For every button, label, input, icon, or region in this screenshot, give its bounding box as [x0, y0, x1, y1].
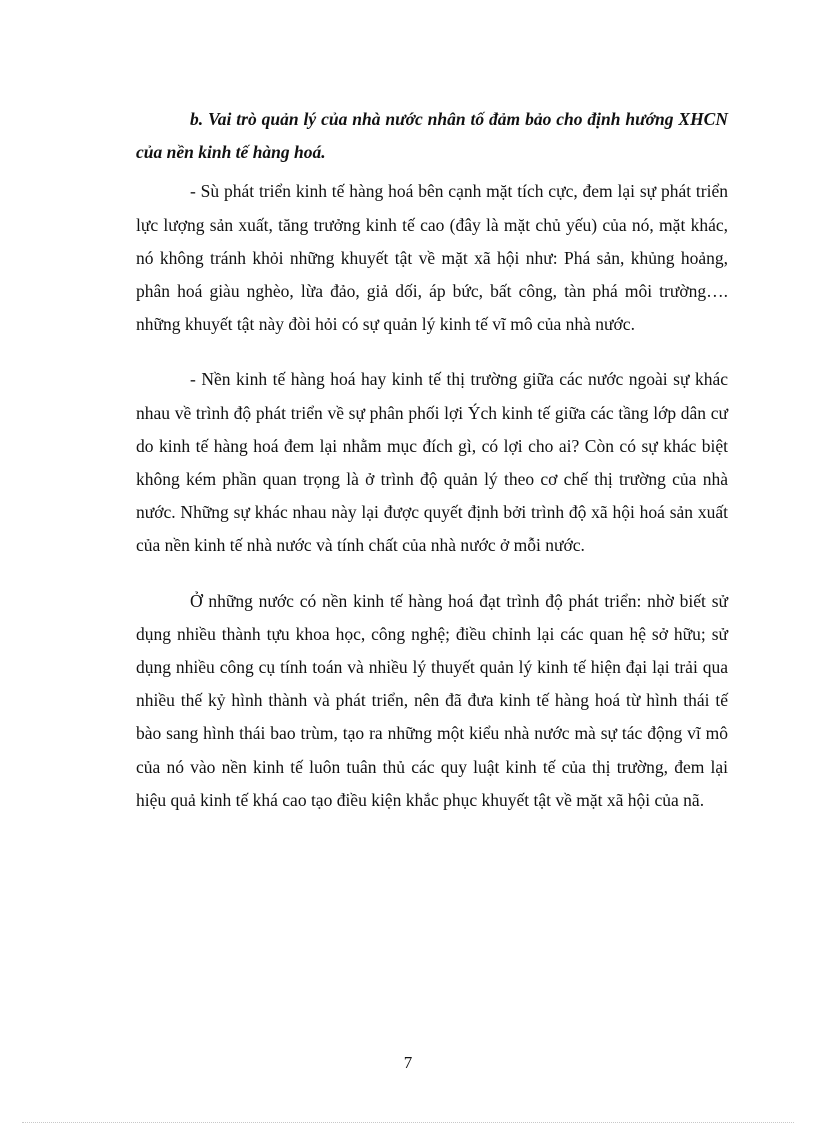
paragraph-3: Ở những nước có nền kinh tế hàng hoá đạt trình độ phát triển: nhờ biết sử dụng nhiều thành tựu khoa học, công nghệ; điều chỉnh lại các quan hệ sở hữu; sử dụng nhiều công cụ tính toán và nhiều lý thuyết quản lý kinh tế hiện đại lại trải qua nhiều thế kỷ hình thành và phát triển, nên đã đưa kinh tế hàng hoá từ hình thái tế bào sang hình thái bao trùm, tạo ra những một kiểu nhà nước mà sự tác động vĩ mô của nó vào nền kinh tế luôn tuân thủ các quy luật kinh tế của thị trường, đem lại hiệu quả kinh tế khá cao tạo điều kiện khắc phục khuyết tật về mặt xã hội của nã.	[136, 590, 728, 810]
paragraph-2: - Nền kinh tế hàng hoá hay kinh tế thị trường giữa các nước ngoài sự khác nhau về trình độ phát triển về sự phân phối lợi Ých kinh tế giữa các tầng lớp dân cư do kinh tế hàng hoá đem lại nhằm mục đích gì, có lợi cho ai? Còn có sự khác biệt không kém phần quan trọng là ở trình độ quản lý theo cơ chế thị trường của nhà nước. Những sự khác nhau này lại được quyết định bởi trình độ xã hội hoá sản xuất của nền kinh tế nhà nước và tính chất của nhà nước ở mỗi nước.	[136, 369, 728, 556]
document-body	[136, 103, 728, 839]
page-number: 7	[403, 1053, 413, 1072]
paragraph-1: - Sù phát triển kinh tế hàng hoá bên cạnh mặt tích cực, đem lại sự phát triển lực lượng sản xuất, tăng trưởng kinh tế cao (đây là mặt chủ yếu) của nó, mặt khác, nó không tránh khỏi những khuyết tật về mặt xã hội như: Phá sản, khủng hoảng, phân hoá giàu nghèo, lừa đảo, giả dối, áp bức, bất công, tàn phá môi trường…. những khuyết tật này đòi hỏi có sự quản lý kinh tế vĩ mô của nhà nước.	[136, 181, 728, 335]
section-heading: b. Vai trò quản lý của nhà nước nhân tố đảm bảo cho định hướng XHCN của nền kinh tế hàng hoá.	[136, 109, 728, 163]
